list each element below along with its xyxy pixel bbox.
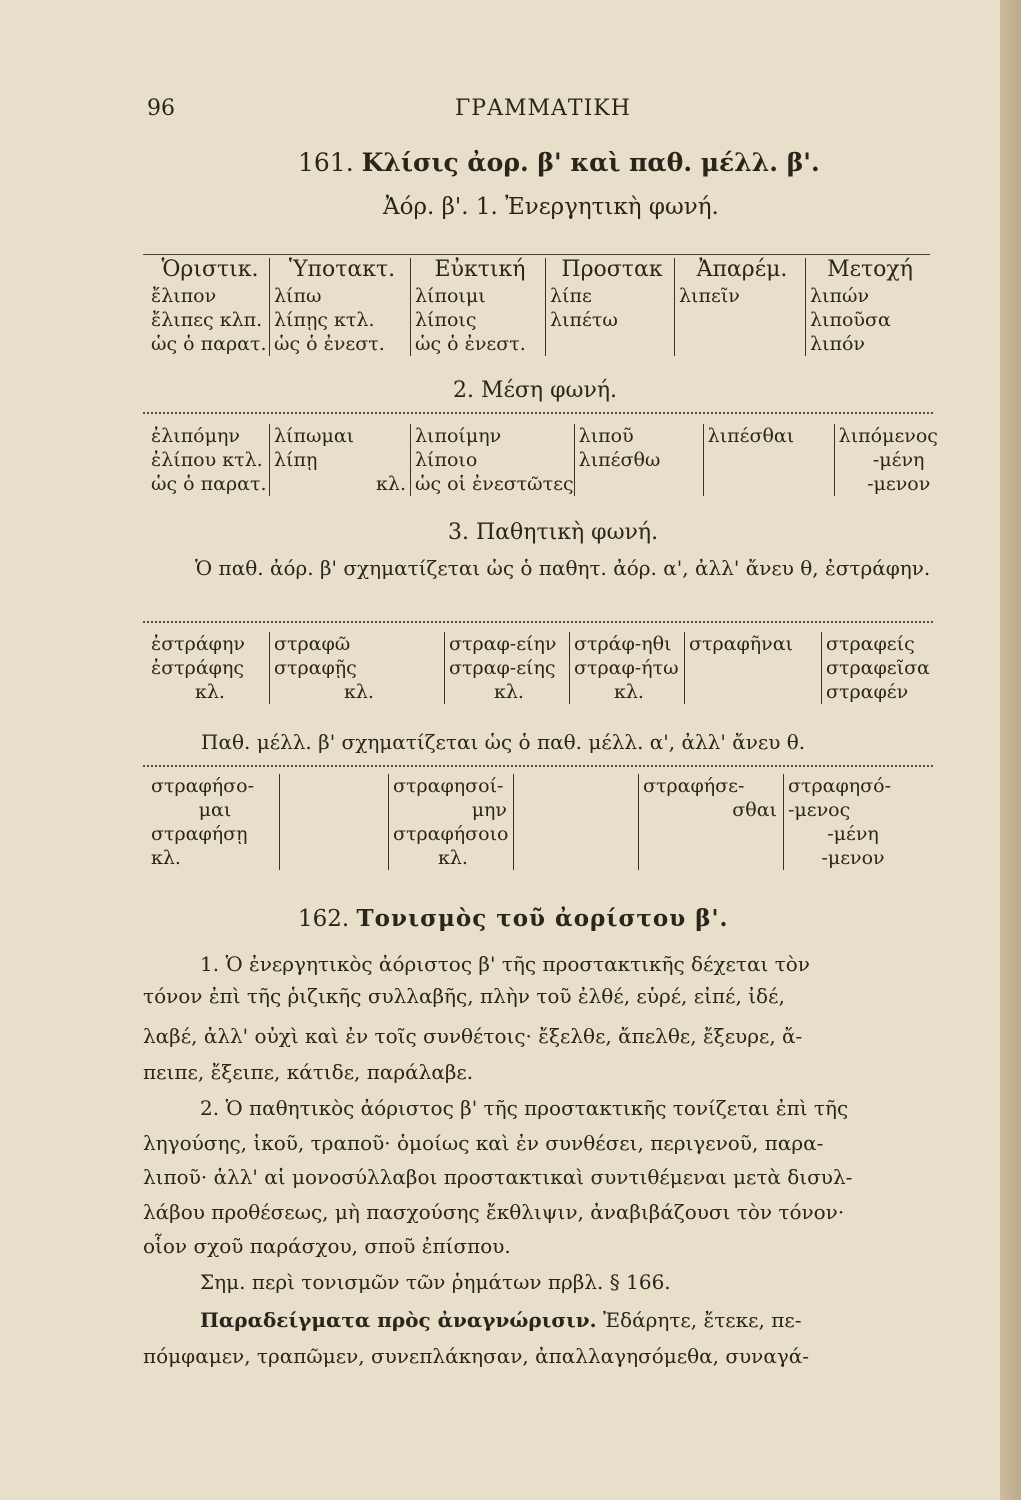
table-cell [514,798,639,822]
table-cell: στραφησό- [784,774,919,798]
table-cell [514,846,639,870]
text-line: λάβου προθέσεως, μὴ πασχούσης ἔκθλιψιν, ἀναβιβάζουσι τὸν τόνον· [143,1200,845,1224]
table-cell: κλ. [151,847,181,869]
table-cell [574,472,703,496]
table-row [143,308,930,332]
table-cell: -μενον [834,472,959,496]
text-line: λιποῦ· ἀλλ' αἱ μονοσύλλαβοι προστακτικαὶ συντιθέμεναι μετὰ δισυλ- [143,1165,853,1189]
page-number: 96 [147,96,175,121]
active-voice-heading: Ἀόρ. β'. 1. Ἐνεργητικὴ φωνή. [383,194,719,220]
table-row [143,332,930,356]
table-cell [514,822,639,846]
table-cell: λίπῃ [270,448,411,472]
table-cell [675,308,806,332]
col-header: Εὐκτική [411,258,546,284]
table-row [143,284,930,308]
section-161-heading [298,148,820,177]
table-cell: -μενος [784,798,919,822]
table-cell: στραφήσοιο [389,822,514,846]
table-cell: στραφήσο- [151,775,254,797]
examples-line [200,1308,802,1332]
text-line: οἷον σχοῦ παράσχου, σποῦ ἐπίσπου. [143,1234,511,1258]
table-cell [675,332,806,356]
table-cell: λίπω [270,284,411,308]
table-top-rule [143,254,930,255]
examples-label: Παραδείγματα πρὸς ἀναγνώρισιν. [200,1308,597,1332]
table-cell: λιποίμην [411,424,575,448]
table-cell: ἐλίπου κτλ. [151,449,263,471]
table-cell: μην [389,798,514,822]
table-cell: λίπε [546,284,675,308]
section-162-heading [298,905,729,932]
table-cell: λίπῃς κτλ. [270,308,411,332]
table-row [143,424,959,448]
middle-voice-heading: 2. Μέση φωνή. [453,378,617,403]
table-cell [703,472,834,496]
table-cell [280,846,389,870]
table-cell [685,656,822,680]
running-title: ΓΡΑΜΜΑΤΙΚΗ [455,96,631,121]
table-cell: λιπόν [806,332,931,356]
table-cell: στραφῇς [270,656,445,680]
table-cell: λιπόμενος [834,424,959,448]
table-cell: λιποῦσα [806,308,931,332]
table-row [143,472,959,496]
table-cell: λιπέσθω [574,448,703,472]
table-row [143,846,918,870]
section-162-number: 162. [298,906,350,932]
table-cell: στραφησοί- [389,774,514,798]
text-line: ληγούσης, ἰκοῦ, τραποῦ· ὁμοίως καὶ ἐν συνθέσει, περιγενοῦ, παρα- [143,1131,824,1155]
table-cell: -μένη [834,448,959,472]
table-cell: ὡς ὁ παρατ. [151,333,267,355]
table-cell: στραφῆναι [685,632,822,656]
col-header: Προστακ [546,258,675,284]
table-cell: ἐστράφης [151,657,245,679]
table-cell: λίποιο [411,448,575,472]
table-cell: στράφ-ηθι [570,632,685,656]
table-cell: λίποις [411,308,546,332]
table-cell: στραφήσῃ [151,823,248,845]
table-cell: κλ. [389,846,514,870]
table-cell [280,798,389,822]
text-line: πόμφαμεν, τραπῶμεν, συνεπλάκησαν, ἀπαλλαγησόμεθα, συναγά- [143,1344,810,1368]
table-cell: ὡς ὁ ἐνεστ. [270,332,411,356]
table-cell: κλ. [445,680,570,704]
wavy-divider [143,765,933,772]
section-162-title: Τονισμὸς τοῦ ἀορίστου β'. [356,905,729,932]
table-row [143,656,946,680]
section-161-number: 161. [298,148,354,177]
table-cell: στραφέν [822,680,947,704]
table-cell: ἔλιπον [151,285,217,307]
table-cell: στραφείς [822,632,947,656]
wavy-divider [143,412,933,419]
passive-voice-heading: 3. Παθητικὴ φωνή. [448,520,659,545]
table-cell: -μενον [784,846,919,870]
text-line: 2. Ὁ παθητικὸς ἀόριστος β' τῆς προστακτικῆς τονίζεται ἐπὶ τῆς [200,1096,849,1120]
table-cell: στραφήσε- [639,774,784,798]
wavy-divider [143,621,933,628]
table-cell [514,774,639,798]
middle-aorist-table [143,424,959,496]
note-line: Σημ. περὶ τονισμῶν τῶν ῥημάτων πρβλ. § 166. [200,1270,671,1294]
table-cell: λιπών [806,284,931,308]
table-cell: μαι [198,799,232,821]
table-cell: στραφῶ [270,632,445,656]
table-row [143,680,946,704]
table-cell: λίπωμαι [270,424,411,448]
col-header: Ὑποτακτ. [270,258,411,284]
table-cell [685,680,822,704]
table-row [143,798,918,822]
text-line: τόνον ἐπὶ τῆς ῥιζικῆς συλλαβῆς, πλὴν τοῦ ἐλθέ, εὑρέ, εἰπέ, ἰδέ, [143,984,785,1008]
table-cell: λίποιμι [411,284,546,308]
table-row [143,822,918,846]
table-cell [546,332,675,356]
table-cell: σθαι [639,798,784,822]
table-cell: στραφ-είης [445,656,570,680]
table-cell: ἔλιπες κλπ. [151,309,263,331]
table-cell: λιπεῖν [675,284,806,308]
table-cell [703,448,834,472]
table-cell [280,774,389,798]
table-cell: κλ. [570,680,685,704]
table-row [143,774,918,798]
table-cell: κλ. [195,681,225,703]
table-cell: λιπέτω [546,308,675,332]
table-cell: ἐλιπόμην [151,425,240,447]
col-header: Μετοχή [806,258,931,284]
table-cell [639,822,784,846]
table-cell: στραφ-είην [445,632,570,656]
table-cell: κλ. [270,472,411,496]
text-line: λαβέ, ἀλλ' οὐχὶ καὶ ἐν τοῖς συνθέτοις· ἔξελθε, ἄπελθε, ἔξευρε, ἄ- [143,1024,803,1048]
table-row [143,632,946,656]
active-aorist-table [143,258,930,356]
col-header: Ὁριστικ. [161,257,259,282]
table-cell: στραφ-ήτω [570,656,685,680]
table-cell: ὡς ὁ ἐνεστ. [411,332,546,356]
table-cell: κλ. [270,680,445,704]
table-cell: λιποῦ [574,424,703,448]
passive-aorist-note: Ὁ παθ. ἀόρ. β' σχηματίζεται ὡς ὁ παθητ. ἀόρ. α', ἀλλ' ἄνευ θ, ἐστράφην. [195,556,931,580]
text-line: πειπε, ἔξειπε, κάτιδε, παράλαβε. [143,1060,474,1084]
passive-future-note: Παθ. μέλλ. β' σχηματίζεται ὡς ὁ παθ. μέλλ. α', ἀλλ' ἄνευ θ. [201,730,806,754]
text-line: 1. Ὁ ἐνεργητικὸς ἀόριστος β' τῆς προστακτικῆς δέχεται τὸν [200,952,810,976]
table-cell: ἐστράφην [151,633,245,655]
table-row [143,448,959,472]
table-cell: στραφεῖσα [822,656,947,680]
table-header-row [143,258,930,284]
table-cell: λιπέσθαι [703,424,834,448]
page-edge [1000,0,1021,1500]
examples-text: Ἐδάρητε, ἔτεκε, πε- [603,1308,802,1332]
passive-aorist-table [143,632,946,704]
table-cell: -μένη [784,822,919,846]
table-cell [639,846,784,870]
section-161-title: Κλίσις ἀορ. β' καὶ παθ. μέλλ. β'. [361,148,820,177]
table-cell: ὡς ὁ παρατ. [151,473,267,495]
col-header: Ἀπαρέμ. [675,258,806,284]
table-cell [280,822,389,846]
passive-future-table [143,774,918,870]
table-cell: ὡς οἱ ἐνεστῶτες [411,472,575,496]
